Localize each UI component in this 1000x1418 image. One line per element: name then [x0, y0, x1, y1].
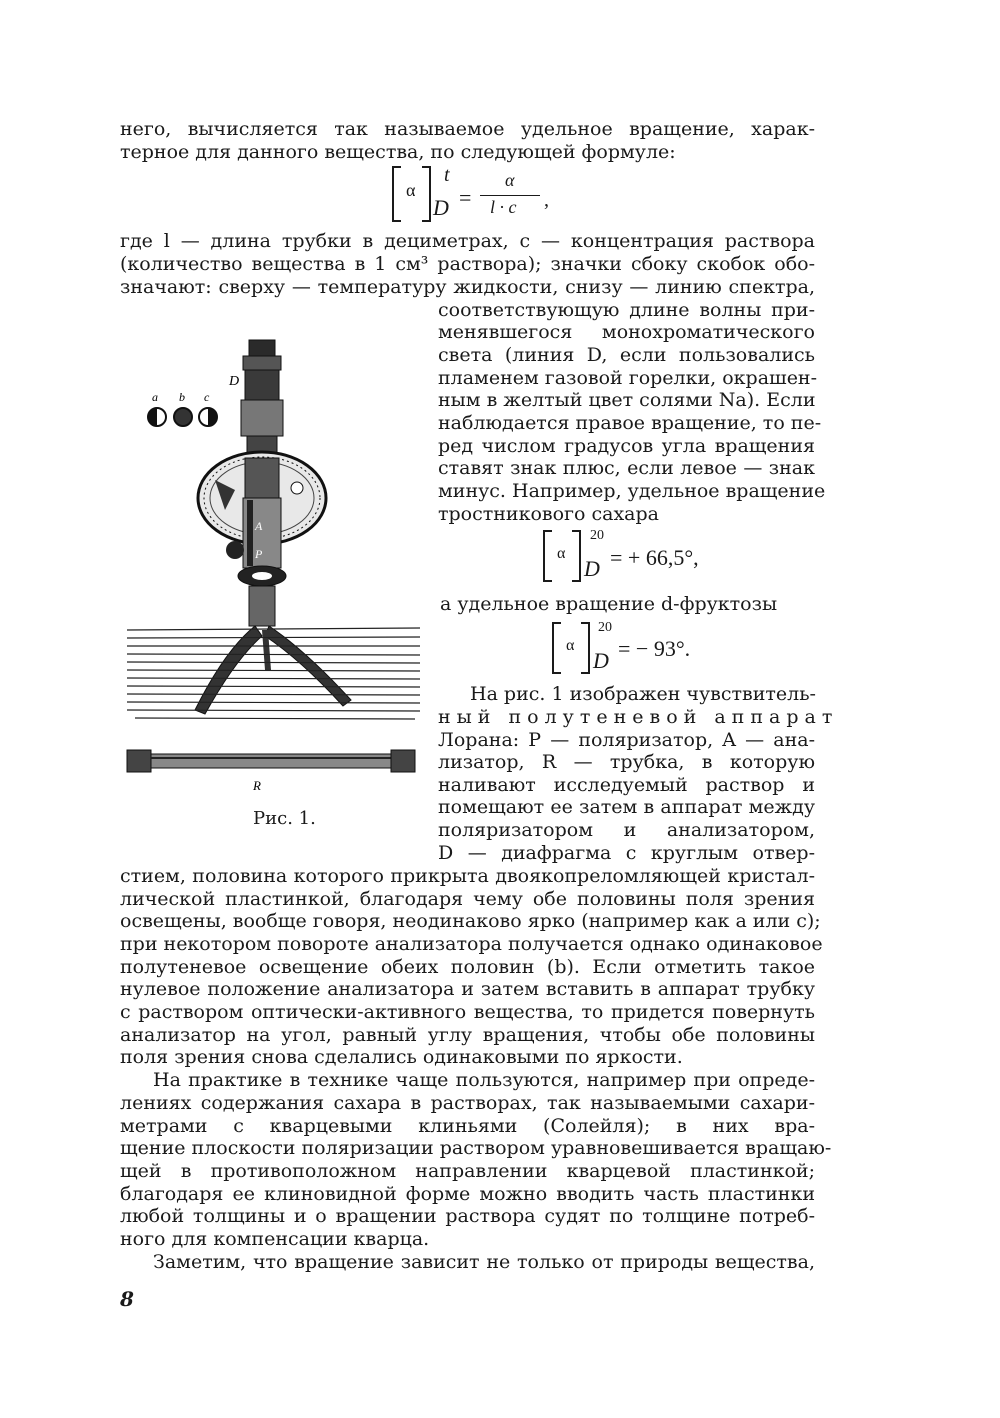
- text-line: полутеневое освещение обеих половин (b). Если отметить такое: [120, 956, 815, 978]
- text-line: значают: сверху — температуру жидкости, снизу — линию спектра,: [120, 276, 815, 298]
- analyzer-tube: [238, 458, 286, 626]
- text-line: метрами с кварцевыми клиньями (Солейля); в них вра-: [120, 1115, 815, 1137]
- text-line: щей в противоположном направлении кварцевой пластинкой;: [120, 1160, 815, 1182]
- text-line: ред числом градусов угла вращения: [438, 435, 815, 457]
- text-line: менявшегося монохроматического: [438, 321, 815, 343]
- text-line: ного для компенсации кварца.: [120, 1228, 430, 1250]
- text-line: наливают исследуемый раствор и: [438, 774, 815, 796]
- label-b: b: [179, 390, 185, 404]
- eyepiece: [241, 340, 283, 458]
- figure-caption: Рис. 1.: [253, 808, 316, 829]
- text-line: поляризатором и анализатором,: [438, 819, 815, 841]
- text-line: стием, половина которого прикрыта двоякопреломляющей кристал-: [120, 865, 815, 887]
- text-line: любой толщины и о вращении раствора судят по толщине потреб-: [120, 1205, 815, 1227]
- label-D: D: [229, 374, 240, 389]
- text-line: ный полутеневой аппарат: [438, 706, 839, 728]
- text-line: освещены, вообще говоря, неодинаково ярко (например как a или c);: [120, 910, 821, 932]
- sample-tube: [127, 750, 415, 772]
- text-line: пламенем газовой горелки, окрашен-: [438, 367, 818, 389]
- text-line: щение плоскости поляризации раствором уравновешивается вращаю-: [120, 1137, 832, 1159]
- label-A: A: [255, 519, 263, 533]
- field-of-view-circles: [148, 408, 217, 426]
- text-line: На практике в технике чаще пользуются, например при опреде-: [153, 1069, 815, 1091]
- text-line: ставят знак плюс, если левое — знак: [438, 457, 815, 479]
- text-line: при некотором повороте анализатора получается однако одинаковое: [120, 933, 823, 955]
- text-line: а удельное вращение d-фруктозы: [440, 593, 778, 615]
- polarimeter-figure: [125, 330, 425, 800]
- text-line: с раствором оптически-активного вещества, то придется повернуть: [120, 1001, 815, 1023]
- text-line: лениях содержания сахара в растворах, так называемыми сахари-: [120, 1092, 815, 1114]
- page-number: 8: [120, 1287, 134, 1311]
- text-line: тростникового сахара: [438, 503, 659, 525]
- text-line: анализатор на угол, равный углу вращения, чтобы обе половины: [120, 1024, 815, 1046]
- text-line: соответствующую длине волны при-: [438, 299, 815, 321]
- label-P: P: [255, 547, 263, 561]
- text-line: На рис. 1 изображен чувствитель-: [470, 683, 816, 705]
- text-line: минус. Например, удельное вращение: [438, 480, 826, 502]
- text-line: света (линия D, если пользовались: [438, 344, 815, 366]
- text-line: лизатор, R — трубка, в которую: [438, 751, 815, 773]
- text-line: (количество вещества в 1 см³ раствора); значки сбоку скобок обо-: [120, 253, 815, 275]
- label-R: R: [253, 778, 261, 793]
- text-line: него, вычисляется так называемое удельное вращение, харак-: [120, 118, 815, 140]
- label-a: a: [152, 390, 158, 404]
- text-line: Лорана: P — поляризатор, A — ана-: [438, 729, 815, 751]
- text-line: Заметим, что вращение зависит не только от природы вещества,: [153, 1251, 815, 1273]
- text-line: нулевое положение анализатора и затем вставить в аппарат трубку: [120, 978, 815, 1000]
- text-line: лической пластинкой, благодаря чему обе половины поля зрения: [120, 888, 815, 910]
- text-line: ным в желтый цвет солями Na). Если: [438, 389, 816, 411]
- text-line: терное для данного вещества, по следующей формуле:: [120, 141, 676, 163]
- text-line: D — диафрагма с круглым отвер-: [438, 842, 815, 864]
- text-line: помещают ее затем в аппарат между: [438, 796, 815, 818]
- text-line: наблюдается правое вращение, то пе-: [438, 412, 822, 434]
- text-line: поля зрения снова сделались одинаковыми по яркости.: [120, 1046, 683, 1068]
- text-line: где l — длина трубки в дециметрах, c — концентрация раствора: [120, 230, 815, 252]
- text-line: благодаря ее клиновидной форме можно вводить часть пластинки: [120, 1183, 815, 1205]
- label-c: c: [204, 390, 210, 404]
